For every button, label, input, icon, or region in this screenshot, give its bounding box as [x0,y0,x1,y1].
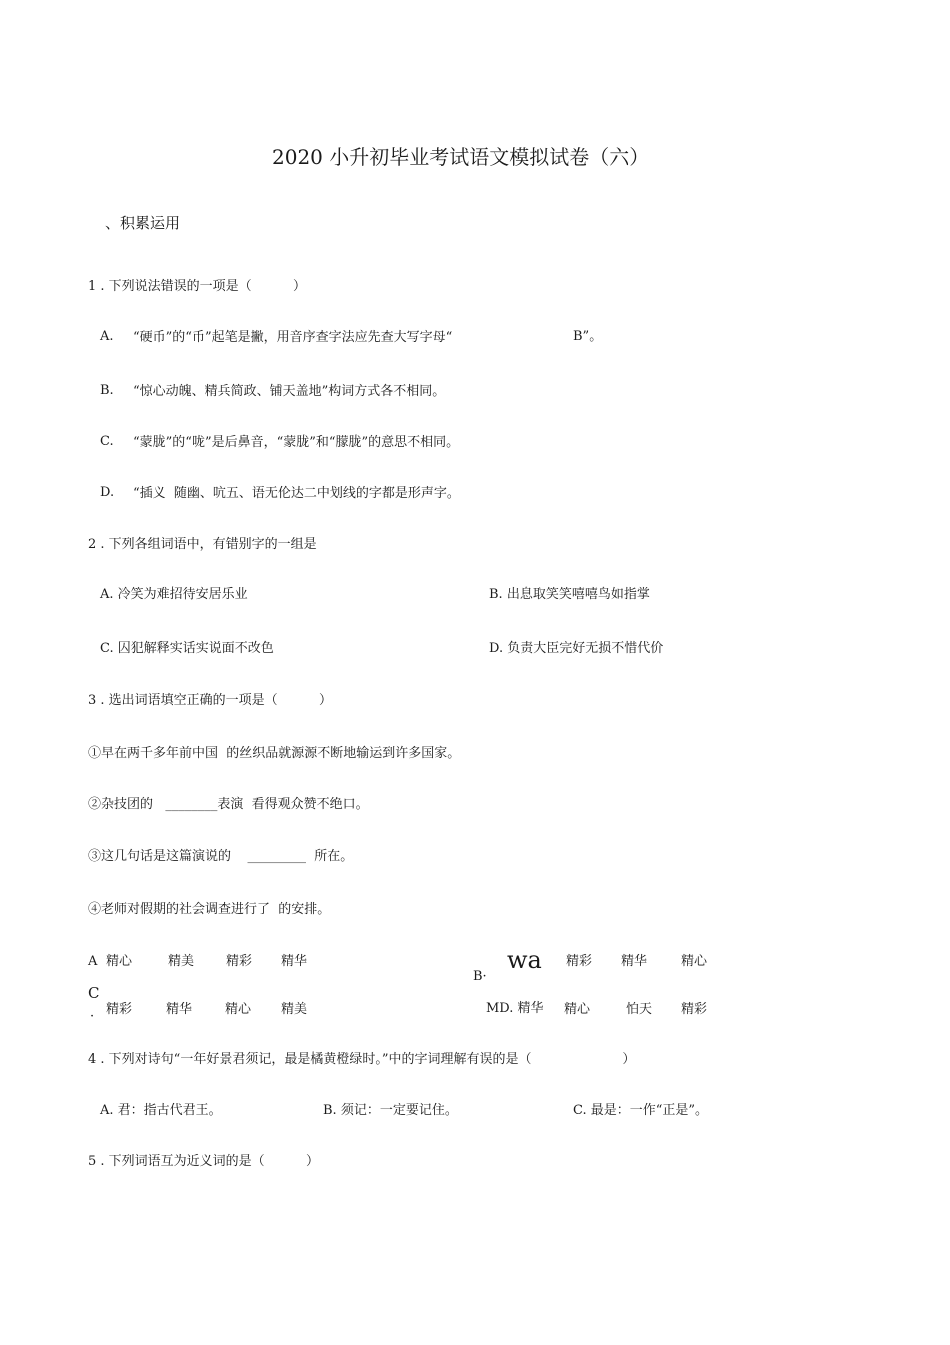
option-a: A. 君：指古代君王。 [100,1103,222,1118]
option-text: “蒙胧”的“咙”是后鼻音，“蒙胧”和“朦胧”的意思不相同。 [133,435,460,450]
question-stem: 1 . 下列说法错误的一项是（ ） [88,279,306,294]
option-word: 精美 [168,954,195,969]
option-word: 精彩 [566,954,593,969]
option-label: MD. 精华 [486,1001,544,1016]
option-word: 精美 [281,1002,308,1017]
option-text: B”。 [573,329,603,344]
option-label: B· [473,969,487,984]
option-word: 精心 [225,1002,252,1017]
option-word: 精华 [281,954,308,969]
option-label: A. [100,329,114,344]
option-label: A [88,954,98,969]
option-label: B. [100,383,114,398]
section-heading: 、积累运用 [105,214,181,232]
option-label-dot: · [90,1009,95,1024]
question-stem: 3 . 选出词语填空正确的一项是（ ） [88,693,332,708]
question-stem: 5 . 下列词语互为近义词的是（ ） [88,1154,319,1169]
option-word: 精彩 [106,1002,133,1017]
option-word: 精心 [106,954,133,969]
option-c: C. 最是：一作“正是”。 [573,1103,709,1118]
option-word: 精心 [681,954,708,969]
option-d: D. 负责大臣完好无损不惜代价 [489,641,664,656]
sentence-1: ①早在两千多年前中国 的丝织品就源源不断地输运到许多国家。 [88,746,461,761]
page-title: 2020 小升初毕业考试语文模拟试卷（六） [272,145,650,169]
sentence-4: ④老师对假期的社会调查进行了 的安排。 [88,902,331,917]
sentence-3: ③这几句话是这篇演说的 _________ 所在。 [88,849,354,864]
option-word: 精彩 [226,954,253,969]
option-word: 精彩 [681,1002,708,1017]
option-b: B. 须记：一定要记住。 [323,1103,458,1118]
option-label: C [88,984,100,1002]
option-word: 精心 [564,1002,591,1017]
option-word: 精华 [166,1002,193,1017]
option-label: C. [100,434,114,449]
option-text: “惊心动魄、精兵简政、铺天盖地”构词方式各不相同。 [133,384,446,399]
option-label: D. [100,485,115,500]
question-stem: 2 . 下列各组词语中，有错别字的一组是 [88,537,317,552]
sentence-2: ②杂技团的 ________表演 看得观众赞不绝口。 [88,797,369,812]
option-c: C. 囚犯解释实话实说面不改色 [100,641,274,656]
question-stem: 4 . 下列对诗句“一年好景君须记，最是橘黄橙绿时。”中的字词理解有误的是（ ） [88,1052,636,1067]
option-text: “硬币”的“币”起笔是撇，用音序查字法应先查大写字母“ [133,330,453,345]
option-word: 怕天 [626,1002,653,1017]
option-word: 精华 [621,954,648,969]
option-a: A. 冷笑为难招待安居乐业 [100,587,248,602]
option-word: wa [507,946,542,974]
option-text: “插义 随幽、吭五、语无伦达二中划线的字都是形声字。 [133,486,460,501]
option-b: B. 出息取笑笑嘻嘻鸟如指掌 [489,587,650,602]
